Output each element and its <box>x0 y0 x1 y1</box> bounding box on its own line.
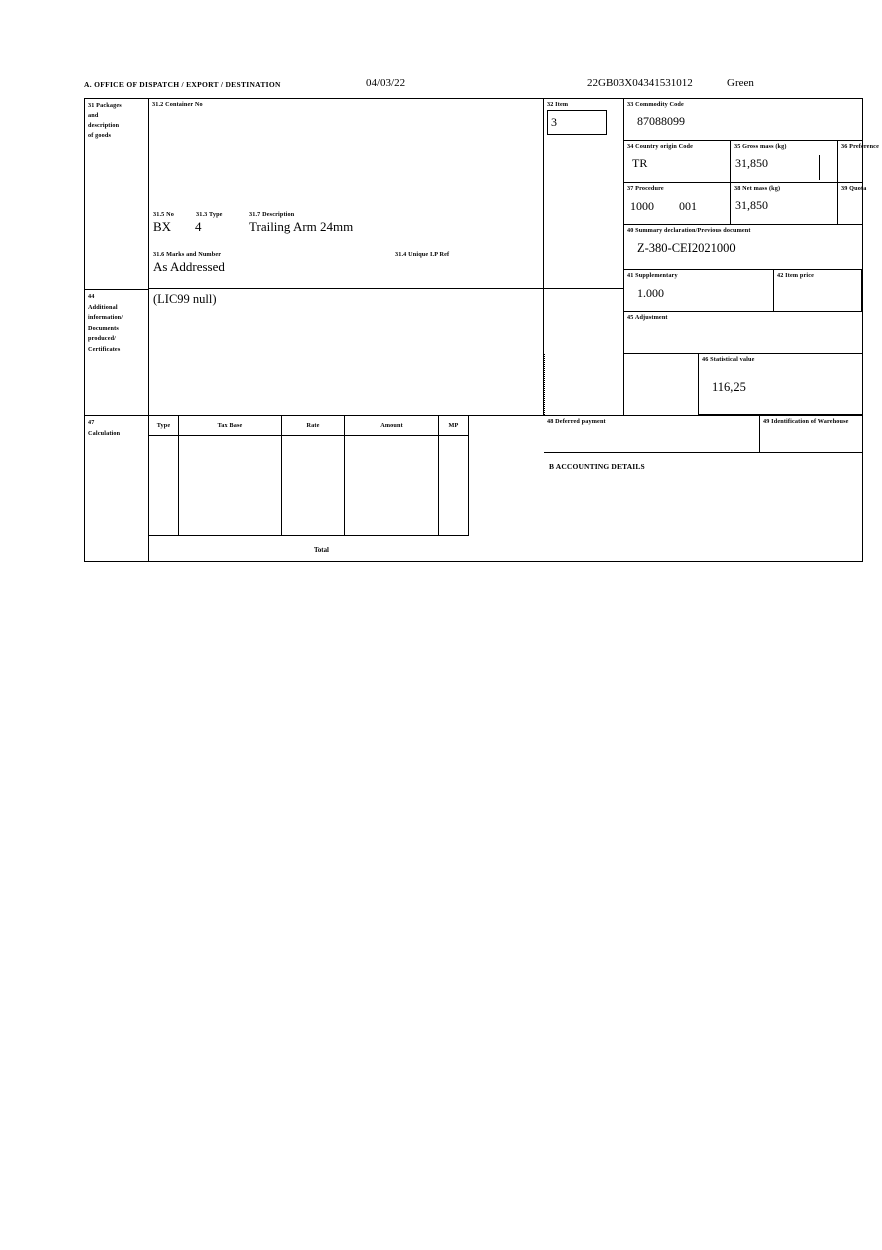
box-31-label-line-3: of goods <box>88 132 112 139</box>
box-31-6-value: As Addressed <box>153 259 225 274</box>
box-33-label: 33 Commodity Code <box>627 101 684 108</box>
box-49-identification-of-warehouse <box>760 415 862 453</box>
box-37-value-2: 001 <box>679 199 697 213</box>
box-38-label: 38 Net mass (kg) <box>734 185 781 192</box>
box-35-gross-mass <box>731 141 838 183</box>
box-47-body-tax-base <box>179 436 282 536</box>
declaration-frame <box>84 98 879 562</box>
box-44-value: (LIC99 null) <box>153 292 217 306</box>
box-31-7-value: Trailing Arm 24mm <box>249 219 354 234</box>
box-47-col-rate-label: Rate <box>306 422 320 429</box>
box-31-5-value: BX <box>153 219 172 234</box>
box-47-col-tax-base-label: Tax Base <box>217 422 243 429</box>
box-42-value <box>774 281 861 287</box>
box-47-total-row <box>149 536 469 563</box>
box-47-total-label: Total <box>314 547 329 554</box>
box-48-deferred-payment <box>544 415 760 453</box>
box-39-label: 39 Quota <box>841 185 867 192</box>
box-47-label-line-1: Calculation <box>88 429 121 437</box>
box-32-item-area <box>544 99 624 289</box>
box-31-label-line-1: and <box>88 112 99 119</box>
box-44-additional-information <box>149 289 544 415</box>
header-lane: Green <box>727 77 754 89</box>
box-40-summary-declaration <box>624 225 862 270</box>
box-47-col-type-label: Type <box>156 422 171 429</box>
box-b-label: B ACCOUNTING DETAILS <box>549 462 645 471</box>
box-37-value: 1000 <box>630 199 654 213</box>
box-36-label: 36 Preference <box>841 143 879 150</box>
box-39-quota <box>838 183 867 225</box>
box-31-2-value <box>149 110 543 112</box>
box-31-5-label: 31.5 No <box>153 211 174 218</box>
box-37-procedure <box>624 183 731 225</box>
box-44-label-line-3: Documents <box>88 324 119 332</box>
header-date: 04/03/22 <box>366 77 406 89</box>
header-mrn: 22GB03X04341531012 <box>587 77 693 89</box>
box-38-value: 31,850 <box>735 197 768 212</box>
box-31-3-label: 31.3 Type <box>196 211 223 218</box>
box-44-label-line-4: produced/ <box>88 335 117 342</box>
box-47-label-cell <box>85 415 149 562</box>
box-37-label: 37 Procedure <box>627 185 664 192</box>
box-44-label-cell <box>85 289 149 415</box>
box-42-item-price <box>774 270 862 312</box>
box-47-label-line-0: 47 <box>88 419 95 426</box>
box-48-label: 48 Deferred payment <box>547 418 606 425</box>
box-47-col-amount-label: Amount <box>380 422 403 429</box>
box-35-divider <box>819 155 820 180</box>
box-31-label-line-0: 31 Packages <box>88 102 122 109</box>
box-47-body-type <box>149 436 179 536</box>
box-31-4-label: 31.4 Unique I.P Ref <box>395 251 450 258</box>
box-34-value: TR <box>632 155 648 170</box>
box-40-value: Z-380-CEI2021000 <box>637 240 736 255</box>
box-33-value: 87088099 <box>637 113 685 128</box>
box-44-label-line-5: Certificates <box>88 345 121 353</box>
box-44-label-line-1: Additional <box>88 303 118 311</box>
box-31-3-value: 4 <box>195 219 202 234</box>
office-of-dispatch-label: A. OFFICE OF DISPATCH / EXPORT / DESTINATION <box>84 80 281 89</box>
box-46-statistical-value <box>698 354 862 415</box>
box-32-label: 32 Item <box>547 101 569 108</box>
box-46-label: 46 Statistical value <box>702 356 755 363</box>
box-33-commodity-code <box>624 99 862 141</box>
box-35-value: 31,850 <box>735 155 768 170</box>
box-47-col-mp <box>439 416 469 436</box>
box-44-label-line-2: information/ <box>88 314 124 321</box>
document-header <box>84 77 864 94</box>
box-47-col-tax-base <box>179 416 282 436</box>
box-36-preference <box>838 141 879 183</box>
box-49-label: 49 Identification of Warehouse <box>763 418 849 425</box>
box-31-2-label: 31.2 Container No <box>152 101 203 108</box>
box-47-col-amount <box>345 416 439 436</box>
box-47-body-rate <box>282 436 345 536</box>
box-38-net-mass <box>731 183 838 225</box>
box-47-col-mp-label: MP <box>448 422 459 429</box>
box-31-6-label: 31.6 Marks and Number <box>153 251 222 258</box>
box-45-label: 45 Adjustment <box>627 314 668 321</box>
box-31-2-container-no <box>149 99 544 289</box>
box-46-value: 116,25 <box>712 379 746 394</box>
box-45-46-dotted-divider <box>544 354 545 415</box>
box-47-col-type <box>149 416 179 436</box>
box-42-label: 42 Item price <box>777 272 814 279</box>
box-40-label: 40 Summary declaration/Previous document <box>627 227 751 234</box>
box-34-country-origin-code <box>624 141 731 183</box>
box-b-accounting-details <box>544 453 862 562</box>
box-34-label: 34 Country origin Code <box>627 143 694 150</box>
box-47-body-amount <box>345 436 439 536</box>
box-31-label-line-2: description <box>88 122 120 129</box>
box-41-value: 1.000 <box>637 285 664 300</box>
box-31-label-cell <box>85 99 149 289</box>
box-31-7-label: 31.7 Description <box>249 211 295 218</box>
box-41-label: 41 Supplementary <box>627 272 678 279</box>
box-44-label-line-0: 44 <box>88 293 95 300</box>
box-44-spacer <box>544 289 624 415</box>
box-32-value: 3 <box>551 115 557 129</box>
box-47-body-mp <box>439 436 469 536</box>
box-41-supplementary <box>624 270 774 312</box>
box-45-adjustment <box>624 312 862 354</box>
box-35-label: 35 Gross mass (kg) <box>734 143 787 150</box>
box-47-calculation-table <box>149 415 544 562</box>
box-47-col-rate <box>282 416 345 436</box>
